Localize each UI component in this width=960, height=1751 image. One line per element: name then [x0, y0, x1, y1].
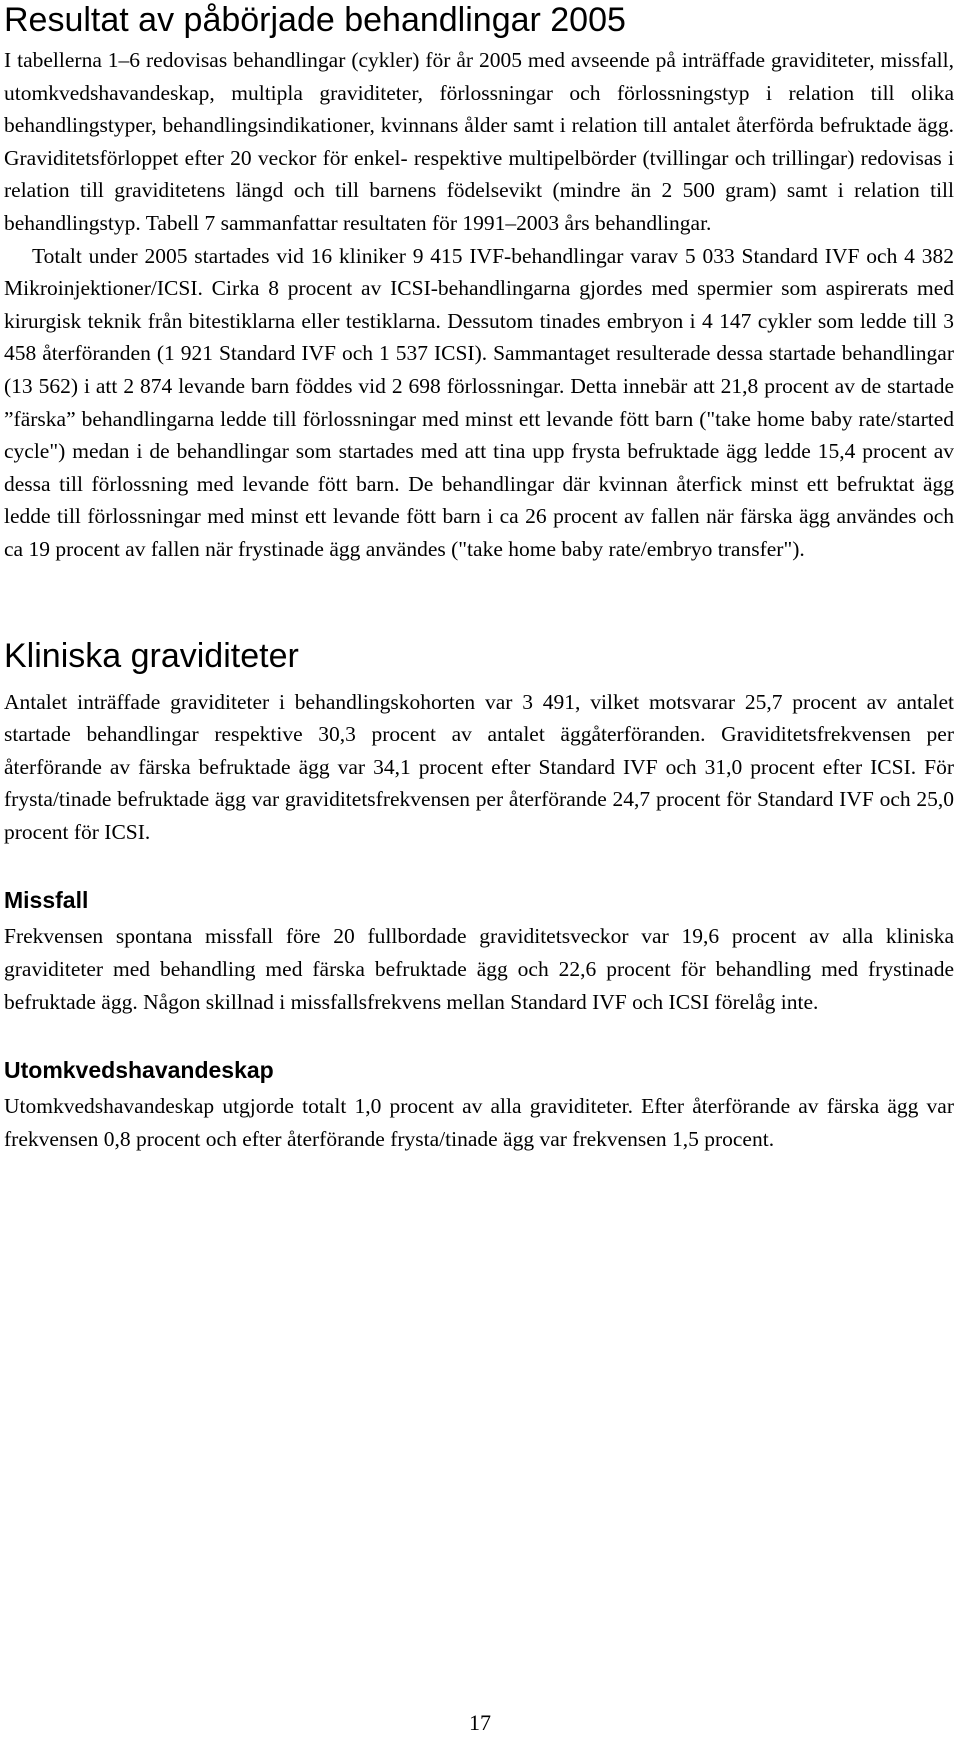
section-heading-utomkvedshavandeskap: Utomkvedshavandeskap — [4, 1057, 274, 1084]
missfall-paragraph: Frekvensen spontana missfall före 20 fullbordade graviditetsveckor var 19,6 procent av alla kliniska graviditeter med behandling med färska befruktade ägg och 22,6 procent för behandling med frystinade befruktade ägg. Någon skillnad i missfallsfrekvens mellan Standard IVF och ICSI förelåg inte. — [4, 924, 954, 1014]
page-number: 17 — [469, 1710, 491, 1735]
section-heading-missfall: Missfall — [4, 887, 89, 914]
page-title: Resultat av påbörjade behandlingar 2005 — [4, 1, 626, 39]
kliniska-graviditeter-paragraph: Antalet inträffade graviditeter i behandlingskohorten var 3 491, vilket motsvarar 25,7 procent av antalet startade behandlingar respektive 30,3 procent av antalet äggåterföranden. Graviditetsfrekvensen per återförande av färska befruktade ägg var 34,1 procent efter Standard IVF och 31,0 procent efter ICSI. För frysta/tinade befruktade ägg var graviditetsfrekvensen per återförande 24,7 procent för Standard IVF och 25,0 procent för ICSI. — [4, 689, 954, 844]
intro-paragraph-2: Totalt under 2005 startades vid 16 kliniker 9 415 IVF-behandlingar varav 5 033 Standard IVF och 4 382 Mikroinjektioner/ICSI. Cirka 8 procent av ICSI-behandlingarna gjordes med spermier som aspirerats med kirurgisk teknik från bitestiklarna eller testiklarna. Dessutom tinades embryon i 4 147 cykler som ledde till 3 458 återföranden (1 921 Standard IVF och 1 537 ICSI). Sammantaget resulterade dessa startade behandlingar (13 562) i att 2 874 levande barn föddes vid 2 698 förlossningar. Detta innebär att 21,8 procent av de startade ”färska” behandlingarna ledde till förlossningar med minst ett levande fött barn ("take home baby rate/started cycle") medan i de behandlingar som startades med att tina upp frysta befruktade ägg ledde 15,4 procent av dessa till förlossning med levande fött barn. De behandlingar där kvinnan återfick minst ett befruktat ägg ledde till förlossningar med minst ett levande fött barn i ca 26 procent av fallen när färska ägg användes och ca 19 procent av fallen när frystinade ägg användes ("take home baby rate/embryo transfer"). — [4, 243, 954, 561]
section-heading-kliniska-graviditeter: Kliniska graviditeter — [4, 636, 299, 675]
intro-paragraph-1: I tabellerna 1–6 redovisas behandlingar (cykler) för år 2005 med avseende på inträffade graviditeter, missfall, utomkvedshavandeskap, multipla graviditeter, förlossningar och förlossningstyp i relation till olika behandlingstyper, behandlingsindikationer, kvinnans ålder samt i relation till antalet återförda befruktade ägg. Graviditetsförloppet efter 20 veckor för enkel- respektive multipelbörder (tvillingar och trillingar) redovisas i relation till graviditetens längd och till barnens födelsevikt (mindre än 2 500 gram) samt i relation till behandlingstyp. Tabell 7 sammanfattar resultaten för 1991–2003 års behandlingar. — [4, 48, 954, 235]
utomkvedshavandeskap-paragraph: Utomkvedshavandeskap utgjorde totalt 1,0 procent av alla graviditeter. Efter återförande av färska ägg var frekvensen 0,8 procent och efter återförande frysta/tinade ägg var frekvensen 1,5 procent. — [4, 1094, 954, 1151]
